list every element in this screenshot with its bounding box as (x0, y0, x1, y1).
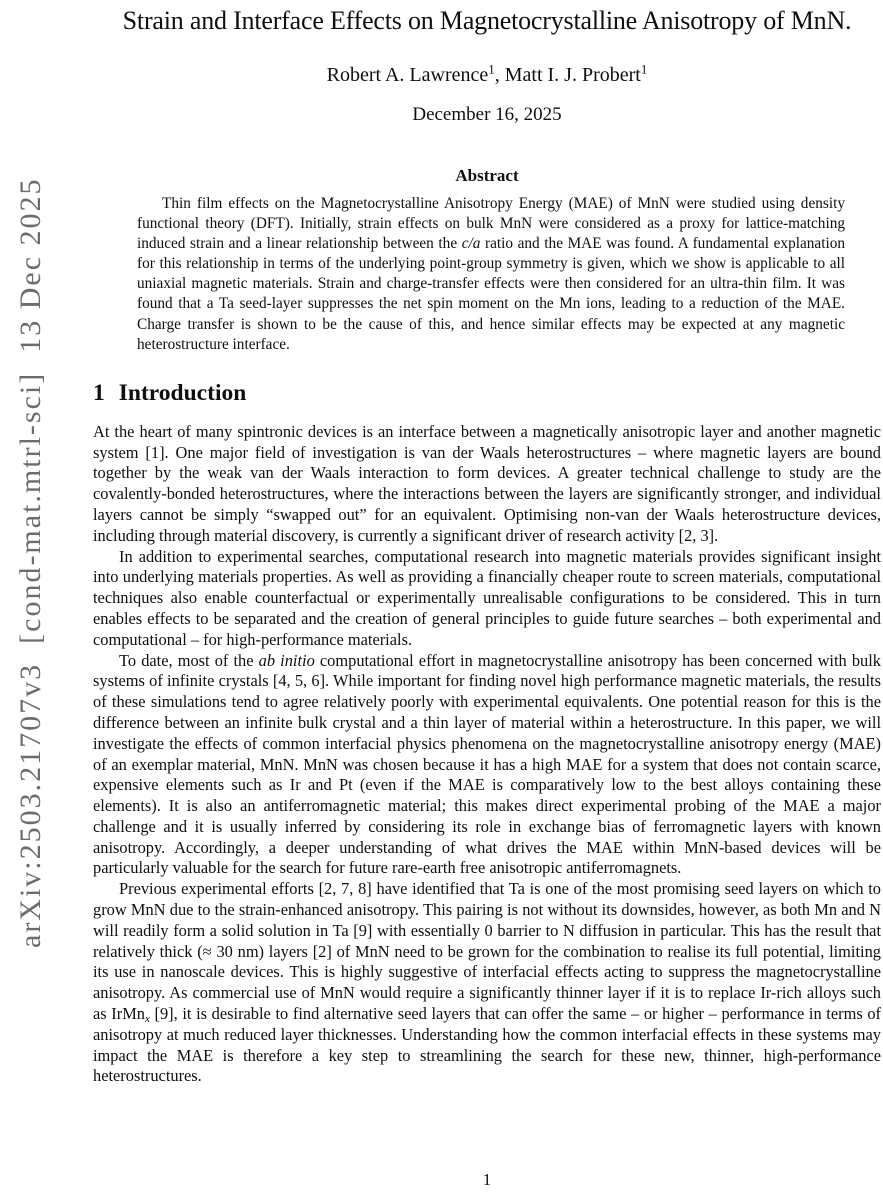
page-number: 1 (482, 1170, 492, 1189)
paper-title: Strain and Interface Effects on Magnetocrystalline Anisotropy of MnN. (122, 6, 852, 35)
section-number: 1 (93, 379, 105, 406)
paragraph-segment: Previous experimental efforts [2, 7, 8] have identified that Ta is one of the most promising seed layers on which to grow MnN due to the strain-enhanced anisotropy. This pairing is not without its downsides, however, as both Mn and N will readily form a solid solution in Ta [9] with essentially 0 barrier to N diffusion in particular. This has the result that relatively thick (≈ 30 nm) layers [2] of MnN need to be grown for the combination to realise its full potential, limiting its use in nanoscale devices. This is highly suggestive of interfacial effects acting to suppress the magnetocrystalline anisotropy. As commercial use of MnN would require a significantly thinner layer if it is to replace Ir-rich alloys such as IrMn (93, 879, 881, 1024)
authors-line (93, 62, 881, 88)
authors-separator: , (494, 64, 505, 86)
section-heading-introduction (93, 377, 881, 409)
paragraph-segment: To date, most of the (119, 650, 259, 670)
author-superscript: 1 (640, 61, 648, 77)
author-superscript: 1 (488, 61, 495, 77)
section-title: Introduction (118, 379, 247, 406)
arxiv-stamp: arXiv:2503.21707v3 [cond-mat.mtrl-sci] 13 Dec 2025 (14, 177, 47, 948)
abstract-segment: ratio and the MAE was found. A fundamental explanation for this relationship in terms of the underlying point-group symmetry is given, which we show is applicable to all uniaxial magnetic materials. Strain and charge-transfer effects were then considered for an ultra-thin film. It was found that a Ta seed-layer suppresses the net spin moment on the Mn ions, leading to a reduction of the MAE. Charge transfer is shown to be the cause of this, and hence similar effects may be expected at any magnetic heterostructure interface. (137, 235, 845, 353)
intro-paragraph-4 (93, 879, 881, 1087)
intro-paragraph-3 (93, 651, 881, 880)
paragraph-segment: computational effort in magnetocrystalline anisotropy has been concerned with bulk systems of infinite crystals [4, 5, 6]. While important for finding novel high performance magnetic materials, the results of these simulations tend to agree relatively poorly with experimental equivalents. One potential reason for this is the difference between an infinite bulk crystal and a thin layer of material within a heterostructure. In this paper, we will investigate the effects of common interfacial physics phenomena on the magnetocrystalline anisotropy energy (MAE) of an exemplar material, MnN. MnN was chosen because it has a high MAE for a system that does not contain scarce, expensive elements such as Ir and Pt (even if the MAE is comparatively low to the best alloys containing these elements). It is also an antiferromagnetic material; this makes direct experimental probing of the MAE a major challenge and it is usually inferred by considering its role in exchange bias of ferromagnetic layers with known anisotropy. Accordingly, a deeper understanding of what drives the MAE within MnN-based devices will be particularly valuable for the search for future rare-earth free anisotropic antiferromagnets. (93, 650, 881, 878)
abstract-text (137, 194, 845, 355)
subscript-term: x (144, 1013, 150, 1026)
paper-date: December 16, 2025 (412, 104, 562, 125)
author-name: Matt I. J. Probert (504, 64, 641, 86)
intro-paragraph-1: At the heart of many spintronic devices is an interface between a magnetically anisotropic layer and another magnetic system [1]. One major field of investigation is van der Waals heterostructures – where magnetic layers are bound together by the weak van der Waals interaction to form devices. A greater technical challenge to study are the covalently-bonded heterostructures, where the interactions between the layers are significantly stronger, and individual layers cannot be simply “swapped out” for an equivalent. Optimising non-van der Waals heterostructure devices, including through material discovery, is currently a significant driver of research activity [2, 3]. (93, 421, 881, 545)
abstract-heading: Abstract (455, 166, 519, 185)
abstract-segment: Thin film effects on the Magnetocrystalline Anisotropy Energy (MAE) of MnN were studied using density functional theory (DFT). Initially, strain effects on bulk MnN were considered as a proxy for lattice-matching induced strain and a linear relationship between the (137, 195, 845, 253)
paper-content (93, 0, 881, 1087)
italic-term: ab initio (258, 650, 315, 670)
abstract-italic-term: c/a (461, 235, 481, 253)
paragraph-segment: [9], it is desirable to find alternative seed layers that can offer the same – or higher – performance in terms of anisotropy at much reduced layer thicknesses. Understanding how the common interfacial effects in these systems may impact the MAE is therefore a key step to streamlining the search for these new, thinner, high-performance heterostructures. (93, 1004, 881, 1086)
author-name: Robert A. Lawrence (326, 64, 489, 86)
intro-paragraph-2: In addition to experimental searches, computational research into magnetic materials provides significant insight into underlying materials properties. As well as providing a financially cheaper route to screen materials, computational techniques also enable counterfactual or experimentally unrealisable configurations to be considered. This in turn enables effects to be separated and the creation of general principles to guide future searches – both experimental and computational – for high-performance materials. (93, 546, 881, 649)
